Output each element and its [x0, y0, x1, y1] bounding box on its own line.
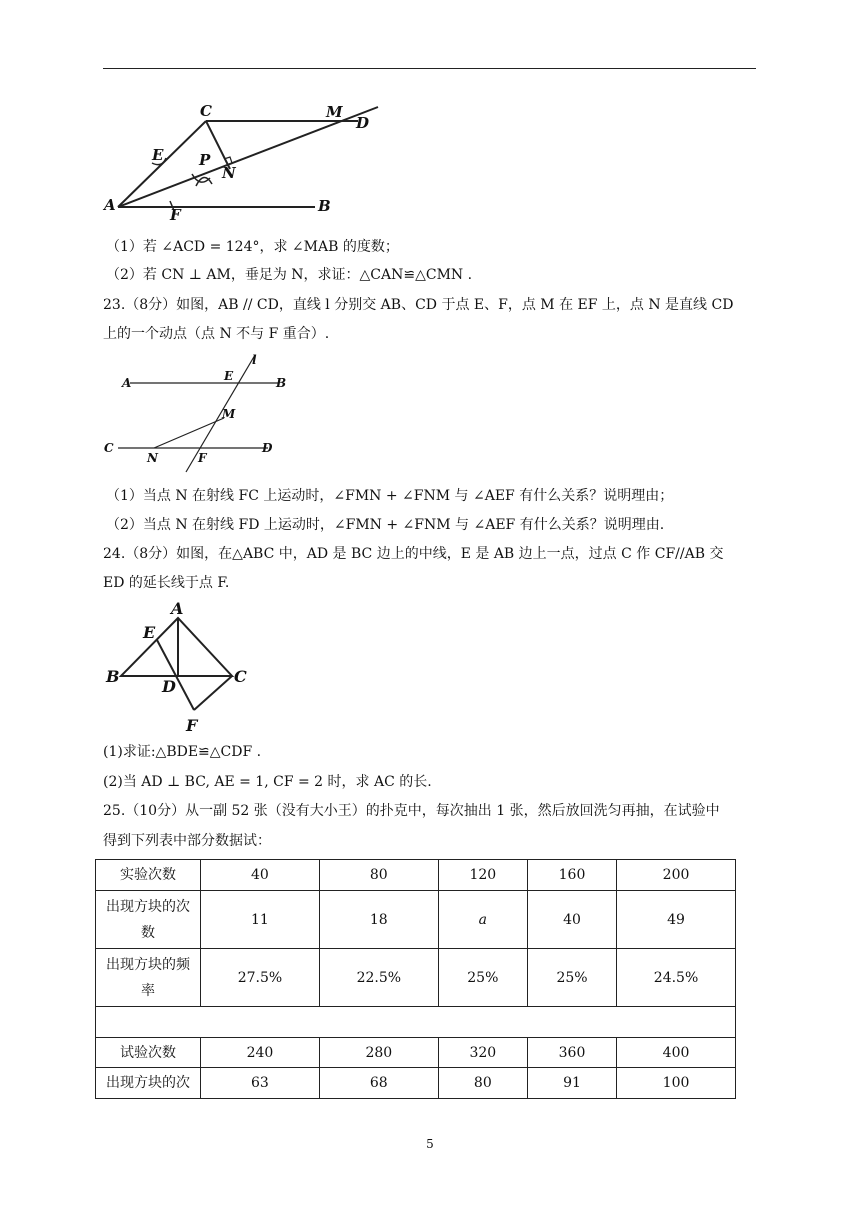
table-cell: 49	[617, 891, 736, 949]
page-number: 5	[426, 1137, 434, 1151]
q25-data-table	[95, 859, 736, 1099]
header-rule	[103, 68, 756, 69]
table-cell: 25%	[527, 949, 616, 1007]
q24-label-b: B	[106, 667, 120, 686]
table-cell: 40	[527, 891, 616, 949]
table-header-cell: 出现方块的次	[96, 1068, 201, 1099]
table-cell: 400	[617, 1038, 736, 1068]
q22-label-m: M	[326, 103, 343, 121]
table-cell: 200	[617, 860, 736, 891]
table-cell: 91	[527, 1068, 616, 1099]
q24-part2: (2)当 AD ⊥ BC, AE = 1, CF = 2 时，求 AC 的长.	[103, 774, 432, 790]
q24-figure	[100, 598, 260, 738]
table-cell: 11	[201, 891, 320, 949]
q24-label-a: A	[171, 599, 184, 618]
table-cell: 320	[438, 1038, 527, 1068]
q25-text-line2: 得到下列表中部分数据试：	[103, 833, 271, 849]
table-cell: 24.5%	[617, 949, 736, 1007]
q24-part1: (1)求证:△BDE≌△CDF .	[103, 744, 262, 760]
table-row	[96, 1007, 736, 1038]
q22-label-f: F	[170, 206, 181, 224]
table-cell: 80	[438, 1068, 527, 1099]
q24-label-f: F	[186, 716, 198, 735]
q24-text-line1: 24.（8分）如图，在△ABC 中，AD 是 BC 边上的中线，E 是 AB 边上一点，过点 C 作 CF//AB 交	[103, 546, 724, 562]
q22-label-n: N	[222, 164, 236, 182]
table-cell: 240	[201, 1038, 320, 1068]
q23-label-f: F	[198, 451, 207, 465]
table-header-cell: 试验次数	[96, 1038, 201, 1068]
table-header-cell: 出现方块的次数	[96, 891, 201, 949]
q22-label-p: P	[199, 151, 211, 169]
table-cell: 280	[319, 1038, 438, 1068]
q23-label-b: B	[276, 376, 287, 390]
table-cell: 68	[319, 1068, 438, 1099]
q22-label-b: B	[318, 197, 331, 215]
q23-label-m: M	[222, 407, 236, 421]
q23-label-d: D	[262, 441, 273, 455]
q22-part2: （2）若 CN ⊥ AM，垂足为 N，求证：△CAN≌△CMN .	[106, 267, 473, 283]
q23-label-l: l	[252, 353, 257, 367]
q23-part1: （1）当点 N 在射线 FC 上运动时，∠FMN + ∠FNM 与 ∠AEF 有什么关系？说明理由；	[106, 488, 674, 504]
q23-label-n: N	[147, 451, 158, 465]
q23-text-line1: 23.（8分）如图，AB // CD，直线 l 分别交 AB、CD 于点 E、F，点 M 在 EF 上，点 N 是直线 CD	[103, 297, 734, 313]
q22-part1: （1）若 ∠ACD = 124°，求 ∠MAB 的度数；	[106, 239, 399, 255]
table-spacer-cell	[96, 1007, 736, 1038]
q22-label-a: A	[104, 196, 116, 214]
table-row	[96, 860, 736, 891]
table-cell: a	[438, 891, 527, 949]
table-header-cell: 出现方块的频率	[96, 949, 201, 1007]
table-cell: 100	[617, 1068, 736, 1099]
q24-label-c: C	[234, 667, 247, 686]
table-header-cell: 实验次数	[96, 860, 201, 891]
table-cell: 63	[201, 1068, 320, 1099]
q24-label-d: D	[162, 677, 176, 696]
table-cell: 40	[201, 860, 320, 891]
table-cell: 160	[527, 860, 616, 891]
table-row	[96, 891, 736, 949]
table-cell: 360	[527, 1038, 616, 1068]
table-row	[96, 949, 736, 1007]
q22-label-d: D	[356, 114, 370, 132]
q22-label-e: E	[152, 146, 164, 164]
q23-label-c: C	[104, 441, 114, 455]
q22-label-c: C	[200, 102, 212, 120]
q23-label-e: E	[224, 369, 234, 383]
table-cell: 120	[438, 860, 527, 891]
q23-part2: （2）当点 N 在射线 FD 上运动时，∠FMN + ∠FNM 与 ∠AEF 有什么关系？说明理由.	[106, 517, 665, 533]
q25-text-line1: 25.（10分）从一副 52 张（没有大小王）的扑克中，每次抽出 1 张，然后放回洗匀再抽，在试验中	[103, 803, 720, 819]
table-cell: 22.5%	[319, 949, 438, 1007]
table-cell: 80	[319, 860, 438, 891]
q23-text-line2: 上的一个动点（点 N 不与 F 重合）.	[103, 326, 330, 342]
table-row	[96, 1068, 736, 1099]
table-cell: 25%	[438, 949, 527, 1007]
q22-figure	[100, 98, 390, 223]
q23-label-a: A	[122, 376, 132, 390]
table-cell: 27.5%	[201, 949, 320, 1007]
q24-label-e: E	[143, 623, 156, 642]
table-row	[96, 1038, 736, 1068]
table-cell: 18	[319, 891, 438, 949]
q23-figure	[100, 352, 285, 477]
q24-text-line2: ED 的延长线于点 F.	[103, 575, 230, 591]
